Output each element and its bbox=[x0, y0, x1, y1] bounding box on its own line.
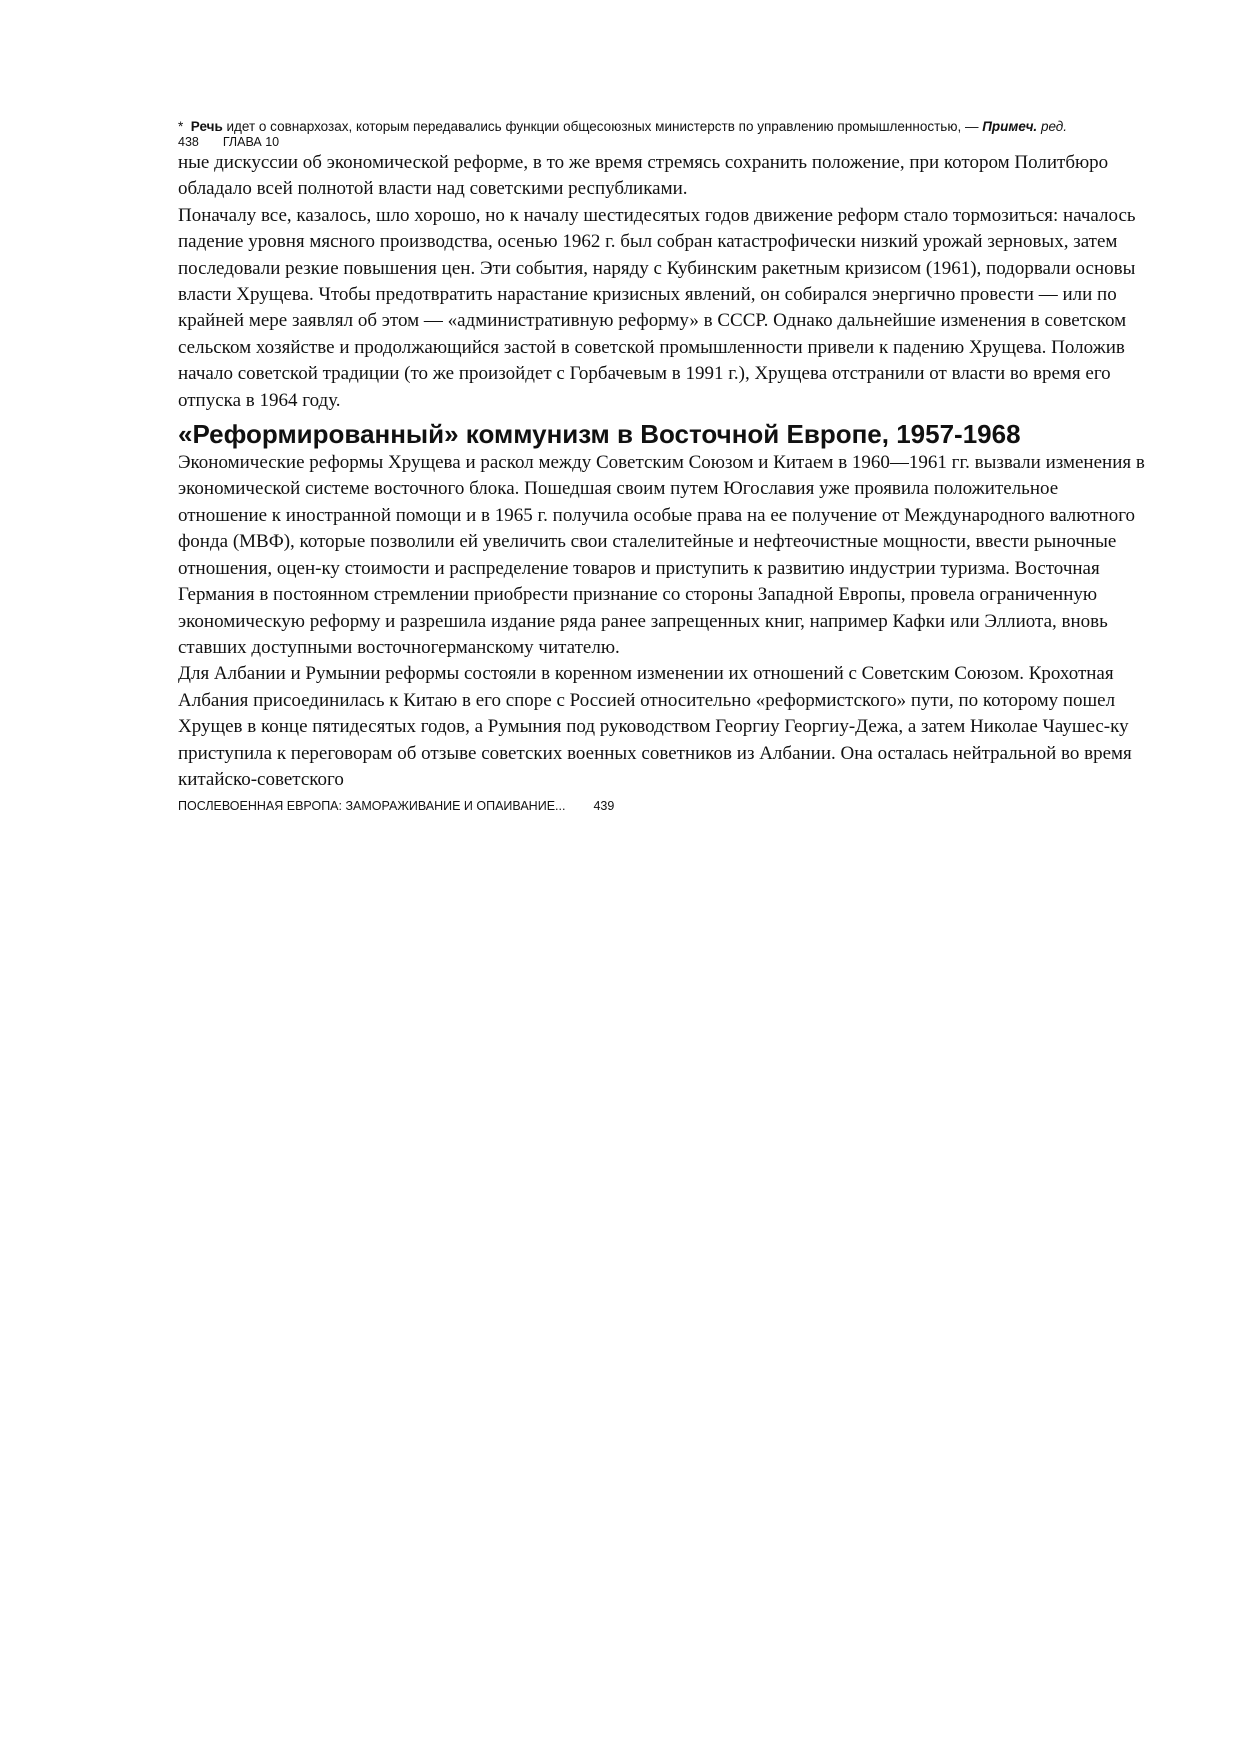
top-page-number: 438 bbox=[178, 135, 199, 149]
document-page bbox=[178, 118, 1148, 815]
footnote bbox=[178, 118, 1148, 135]
book-title: ПОСЛЕВОЕННАЯ ЕВРОПА: ЗАМОРАЖИВАНИЕ И ОПАИВАНИЕ... bbox=[178, 799, 566, 814]
chapter-label: ГЛАВА 10 bbox=[222, 135, 280, 149]
footnote-lead: Речь bbox=[190, 119, 223, 134]
paragraph: Поначалу все, казалось, шло хорошо, но к началу шестидесятых годов движение реформ стало тормозиться: началось падение уровня мясного производства, осенью 1962 г. был собран катастрофически низкий урожай зерновых, затем последовали резкие повышения цен. Эти события, наряду с Кубинским ракетным кризисом (1961), подорвали основы власти Хрущева. Чтобы предотвратить нарастание кризисных явлений, он собирался энергично провести — или по крайней мере заявлял об этом — «административную реформу» в СССР. Однако дальнейшие изменения в советском сельском хозяйстве и продолжающийся застой в советской промышленности привели к падению Хрущева. Положив начало советской традиции (то же произойдет с Горбачевым в 1991 г.), Хрущева отстранили от власти во время его отпуска в 1964 году. bbox=[178, 204, 1136, 411]
footnote-text: идет о совнархозах, которым передавались функции общесоюзных министерств по управлению промышленностью, — bbox=[222, 119, 983, 134]
section-heading: «Реформированный» коммунизм в Восточной Европе, 1957-1968 bbox=[178, 419, 1021, 450]
bottom-page-number: 439 bbox=[593, 799, 615, 814]
paragraph: Экономические реформы Хрущева и раскол между Советским Союзом и Китаем в 1960—1961 гг. вызвали изменения в экономической системе восточного блока. Пошедшая своим путем Югославия уже проявила положительное отношение к иностранной помощи и в 1965 г. получила особые права на ее получение от Международного валютного фонда (МВФ), которые позволили ей увеличить свои сталелитейные и нефтеочистные мощности, ввести рыночные отношения, оцен-ку стоимости и распределение товаров и приступить к развитию индустрии туризма. Восточная Германия в постоянном стремлении приобрести признание со стороны Западной Европы, провела ограниченную экономическую реформу и разрешила издание ряда ранее запрещенных книг, например Кафки или Эллиота, вновь ставших доступными восточногерманскому читателю. bbox=[178, 452, 1145, 658]
paragraph: Для Албании и Румынии реформы состояли в коренном изменении их отношений с Советским Союзом. Крохотная Албания присоединилась к Китаю в его споре с Россией относительно «реформистского» пути, по которому пошел Хрущев в конце пятидесятых годов, а Румыния под руководством Георгиу Георгиу-Дежа, а затем Николае Чаушес-ку приступила к переговорам об отзыве советских военных советников из Албании. Она осталась нейтральной во время китайско-советского bbox=[178, 663, 1132, 790]
bottom-running-head bbox=[178, 797, 1148, 815]
top-running-head bbox=[178, 135, 1148, 150]
paragraph: ные дискуссии об экономической реформе, в то же время стремясь сохранить положение, при котором Политбюро обладало всей полнотой власти над советскими республиками. bbox=[178, 152, 1109, 200]
footnote-note-suffix: ред. bbox=[1037, 119, 1068, 134]
footnote-marker: * bbox=[178, 119, 184, 134]
footnote-note-label: Примеч. bbox=[982, 119, 1038, 134]
